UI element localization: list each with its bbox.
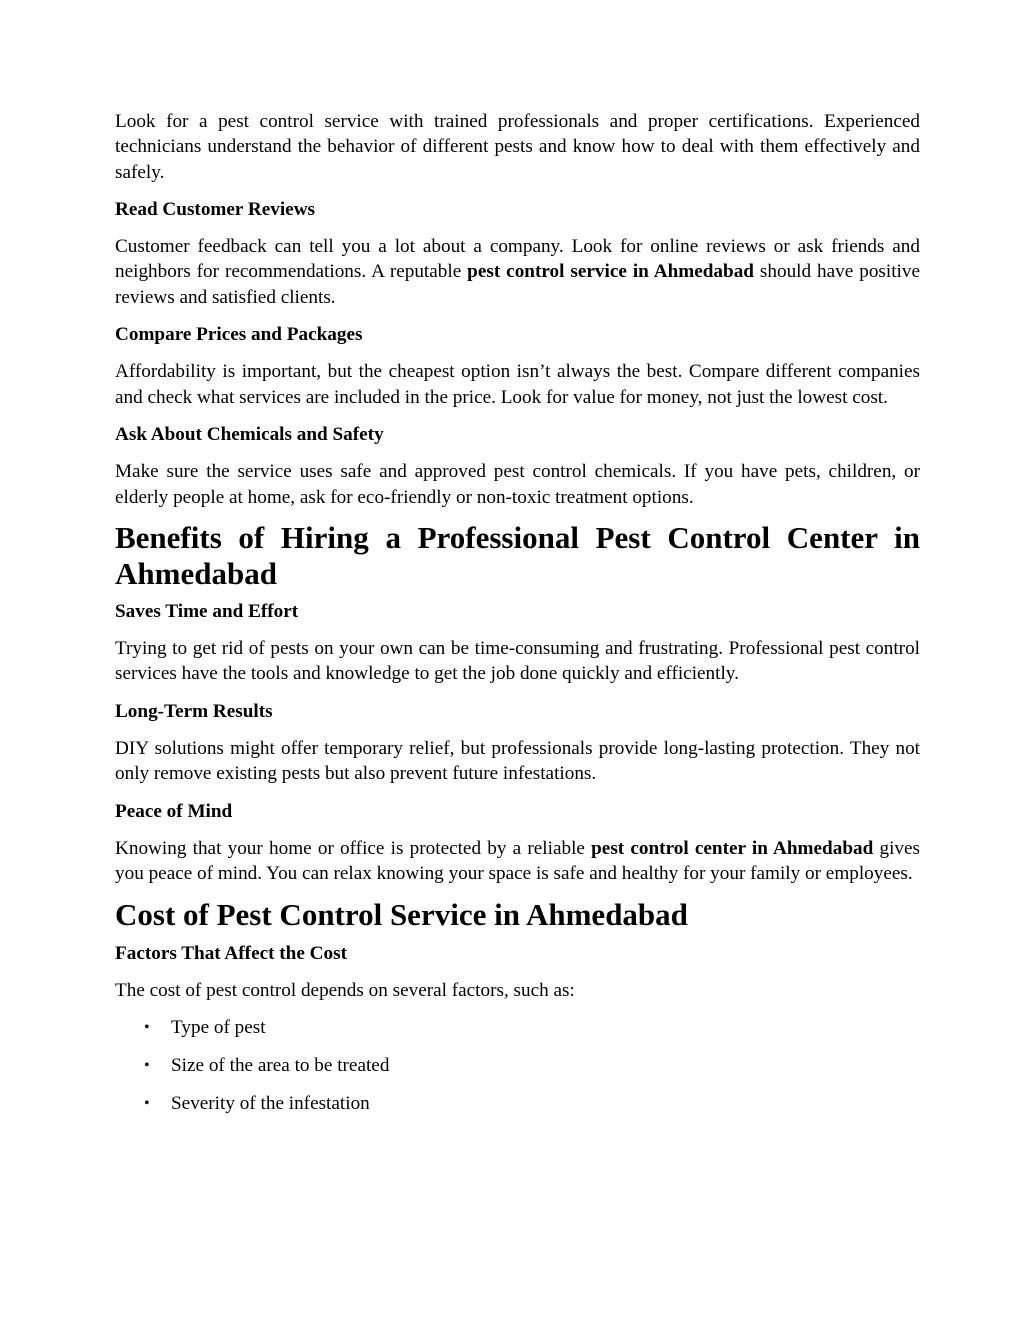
reviews-text-before: Customer feedback can tell you a lot about a company. Look for online reviews or ask friends and neighbors for recommendations. A reputable	[115, 236, 920, 283]
list-item-text: Severity of the infestation	[171, 1092, 370, 1114]
document-page	[115, 109, 920, 1129]
factors-list	[115, 1015, 920, 1116]
reviews-paragraph	[115, 234, 920, 310]
prices-heading: Compare Prices and Packages	[115, 324, 363, 346]
bullet-icon: •	[144, 1019, 150, 1037]
time-paragraph: Trying to get rid of pests on your own can be time-consuming and frustrating. Professional pest control services have the tools and knowledge to get the job done quickly and efficiently.	[115, 638, 920, 685]
time-heading: Saves Time and Effort	[115, 600, 299, 622]
list-item	[115, 1091, 920, 1116]
list-item-text: Size of the area to be treated	[171, 1054, 390, 1076]
peace-text-before: Knowing that your home or office is protected by a reliable	[115, 837, 592, 859]
list-item	[115, 1053, 920, 1078]
long-term-heading: Long-Term Results	[115, 700, 273, 722]
long-term-paragraph: DIY solutions might offer temporary relief, but professionals provide long-lasting protection. They not only remove existing pests but also prevent future infestations.	[115, 738, 920, 785]
peace-heading: Peace of Mind	[115, 800, 233, 822]
factors-heading: Factors That Affect the Cost	[115, 942, 347, 964]
bullet-icon: •	[144, 1056, 150, 1074]
list-item-text: Type of pest	[171, 1017, 266, 1039]
peace-bold-keyword: pest control center in Ahmedabad	[591, 837, 874, 859]
benefits-section-title: Benefits of Hiring a Professional Pest Control Center in Ahmedabad	[115, 519, 920, 591]
chemicals-paragraph: Make sure the service uses safe and approved pest control chemicals. If you have pets, children, or elderly people at home, ask for eco-friendly or non-toxic treatment options.	[115, 461, 920, 508]
reviews-text-after: should have positive reviews and satisfied clients.	[115, 261, 920, 308]
intro-paragraph: Look for a pest control service with trained professionals and proper certifications. Experienced technicians understand the behavior of different pests and know how to deal with them effectively and safely.	[115, 111, 920, 183]
peace-paragraph	[115, 836, 920, 887]
chemicals-heading: Ask About Chemicals and Safety	[115, 423, 384, 445]
reviews-bold-keyword: pest control service in Ahmedabad	[467, 261, 754, 283]
bullet-icon: •	[144, 1094, 150, 1112]
list-item	[115, 1015, 920, 1040]
peace-text-after: gives you peace of mind. You can relax knowing your space is safe and healthy for your family or employees.	[115, 837, 920, 885]
reviews-heading: Read Customer Reviews	[115, 198, 316, 220]
prices-paragraph: Affordability is important, but the cheapest option isn’t always the best. Compare different companies and check what services are included in the price. Look for value for money, not just the lowest cost.	[115, 361, 920, 408]
cost-section-title: Cost of Pest Control Service in Ahmedabad	[115, 896, 688, 932]
factors-intro: The cost of pest control depends on several factors, such as:	[115, 979, 575, 1001]
